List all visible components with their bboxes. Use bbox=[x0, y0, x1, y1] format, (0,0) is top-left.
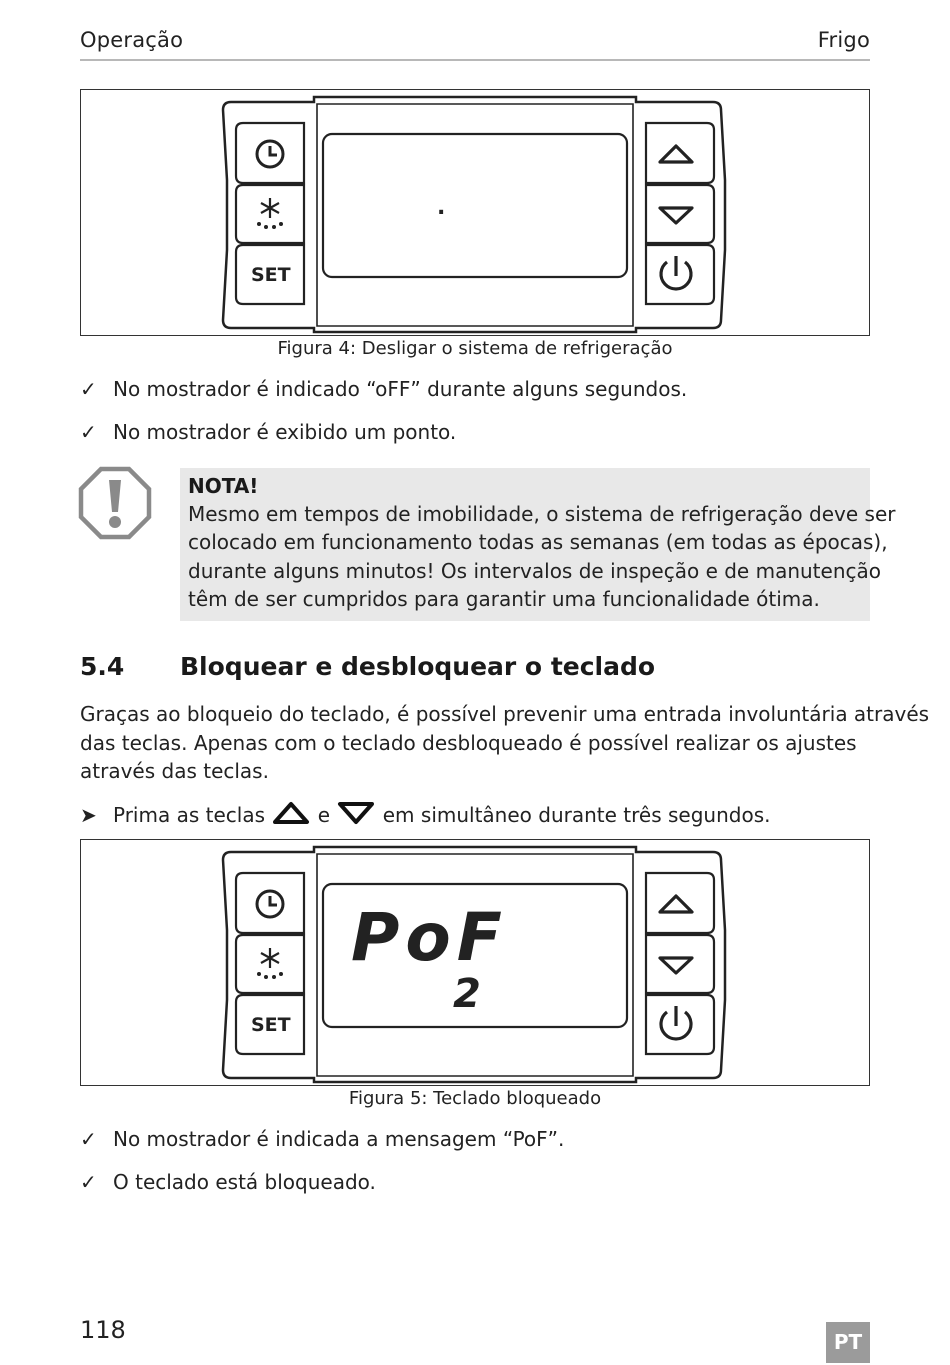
paragraph-line: através das teclas. bbox=[80, 759, 269, 783]
paragraph-line: das teclas. Apenas com o teclado desbloqueado é possível realizar os ajustes bbox=[80, 731, 857, 755]
list-item: ✓ No mostrador é exibido um ponto. bbox=[80, 420, 457, 444]
left-button-column bbox=[236, 123, 304, 304]
figure-4 bbox=[80, 89, 870, 336]
display-subtext: 2 bbox=[453, 971, 481, 1017]
list-item: ✓ No mostrador é indicado “oFF” durante alguns segundos. bbox=[80, 377, 688, 401]
set-button-label: SET bbox=[251, 264, 291, 286]
figure-4-caption: Figura 4: Desligar o sistema de refrigeração bbox=[277, 338, 673, 359]
note-line: Mesmo em tempos de imobilidade, o sistema de refrigeração deve ser bbox=[188, 502, 896, 526]
arrow-down-icon bbox=[337, 801, 375, 825]
figure-5 bbox=[80, 839, 870, 1086]
controller-illustration-4 bbox=[81, 90, 869, 335]
display-text: PoF bbox=[351, 899, 508, 976]
note-line: colocado em funcionamento todas as semanas (em todas as épocas), bbox=[188, 530, 888, 554]
check-mark-icon: ✓ bbox=[80, 1127, 97, 1151]
note-line: durante alguns minutos! Os intervalos de inspeção e de manutenção bbox=[188, 559, 881, 583]
note-line: têm de ser cumpridos para garantir uma funcionalidade ótima. bbox=[188, 587, 820, 611]
right-button-column bbox=[646, 873, 714, 1054]
header-rule bbox=[80, 59, 870, 61]
list-item: ✓ O teclado está bloqueado. bbox=[80, 1170, 376, 1194]
check-mark-icon: ✓ bbox=[80, 420, 97, 444]
left-button-column bbox=[236, 873, 304, 1054]
page-number: 118 bbox=[80, 1316, 126, 1344]
note-title: NOTA! bbox=[188, 474, 259, 498]
section-number: 5.4 bbox=[80, 652, 125, 681]
display-dot: . bbox=[437, 195, 446, 220]
check-mark-icon: ✓ bbox=[80, 1170, 97, 1194]
language-badge: PT bbox=[826, 1322, 870, 1363]
header-product: Frigo bbox=[817, 28, 870, 52]
controller-illustration-5 bbox=[81, 840, 869, 1085]
warning-octagon-icon bbox=[78, 466, 152, 540]
section-title: Bloquear e desbloquear o teclado bbox=[180, 652, 656, 681]
header-section: Operação bbox=[80, 28, 184, 52]
arrow-up-icon bbox=[272, 801, 310, 825]
set-button-label: SET bbox=[251, 1014, 291, 1036]
arrow-bullet-icon: ➤ bbox=[80, 803, 97, 827]
list-item: ✓ No mostrador é indicada a mensagem “PoF”. bbox=[80, 1127, 565, 1151]
figure-5-caption: Figura 5: Teclado bloqueado bbox=[348, 1088, 602, 1109]
right-button-column bbox=[646, 123, 714, 304]
instruction-step: ➤ Prima as teclas e em simultâneo durante três segundos. bbox=[80, 803, 771, 827]
paragraph-line: Graças ao bloqueio do teclado, é possível prevenir uma entrada involuntária através bbox=[80, 702, 930, 726]
check-mark-icon: ✓ bbox=[80, 377, 97, 401]
